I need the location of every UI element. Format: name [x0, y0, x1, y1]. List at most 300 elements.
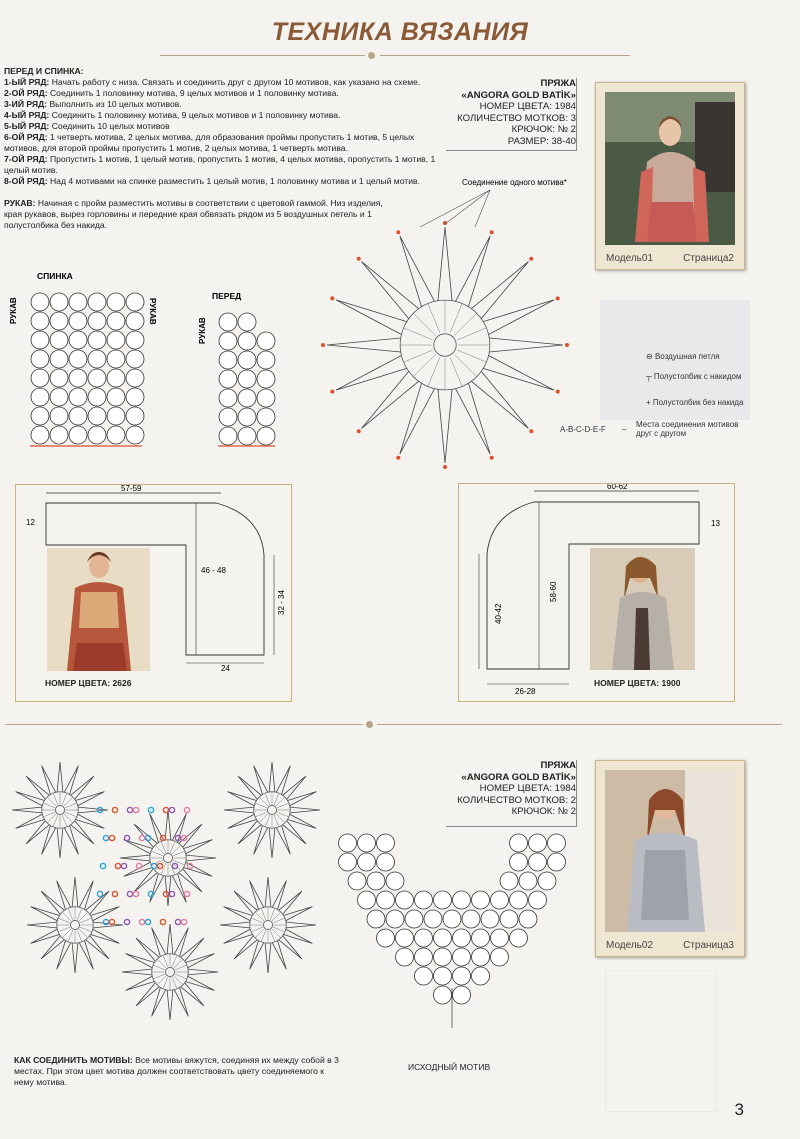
small-motif-spoke: [80, 918, 92, 923]
motif-circle: [238, 351, 256, 369]
motif-circle: [219, 389, 237, 407]
motif-circle: [396, 929, 414, 947]
motif-circle: [126, 331, 144, 349]
small-motif-center: [163, 853, 172, 862]
small-motif-petal: [186, 954, 215, 968]
motif-circle: [69, 369, 87, 387]
small-motif-petal: [124, 862, 153, 876]
join-point: [529, 429, 533, 433]
page-title: ТЕХНИКА ВЯЗАНИЯ: [271, 18, 529, 46]
section-ornament: [366, 721, 373, 728]
big-motif-spoke: [413, 355, 435, 377]
motif-circle: [31, 388, 49, 406]
small-motif-petal: [174, 928, 188, 957]
motif-circle: [519, 872, 537, 890]
small-motif-spoke: [265, 793, 270, 805]
small-motif-center: [70, 920, 79, 929]
small-motif-petal: [288, 814, 317, 828]
small-motif-spoke: [62, 815, 67, 827]
motif-circle: [405, 910, 423, 928]
small-motif-petal: [72, 877, 78, 907]
motif-circle: [50, 369, 68, 387]
join-point: [321, 343, 325, 347]
join-chain: [145, 835, 150, 840]
big-motif-spoke: [404, 328, 433, 340]
source-motif-label: ИСХОДНЫЙ МОТИВ: [408, 1062, 491, 1072]
join-chain: [181, 835, 186, 840]
big-motif-petal: [483, 355, 554, 390]
small-motif-spoke: [68, 930, 73, 942]
join-point: [490, 456, 494, 460]
join-point: [556, 390, 560, 394]
small-motif-petal: [79, 941, 93, 970]
big-motif-spoke: [450, 304, 462, 333]
color-note-left: НОМЕР ЦВЕТА: 2626: [45, 678, 132, 688]
small-motif-petal: [272, 881, 286, 910]
small-motif-petal: [78, 807, 108, 813]
motif-circle: [219, 332, 237, 350]
motif-circle: [510, 853, 528, 871]
motif-circle: [238, 427, 256, 445]
motif-circle: [88, 388, 106, 406]
small-motif-spoke: [173, 851, 185, 856]
join-chain: [139, 919, 144, 924]
motif-circle: [69, 312, 87, 330]
motif-circle: [126, 426, 144, 444]
small-motif-petal: [167, 990, 173, 1020]
motif-circle: [462, 910, 480, 928]
legend-hdc: ┬ Полустолбик с накидом: [646, 372, 742, 381]
join-chain: [139, 835, 144, 840]
small-motif-petal: [31, 929, 60, 943]
motif-circle: [529, 853, 547, 871]
small-motif-spoke: [255, 912, 264, 921]
motif-circle: [107, 331, 125, 349]
join-point: [556, 296, 560, 300]
big-motif-petal: [455, 383, 490, 454]
small-motif-petal: [276, 826, 290, 855]
motif-circle: [50, 426, 68, 444]
motif-diagram: [300, 172, 590, 492]
small-motif-spoke: [153, 974, 165, 979]
small-motif-spoke: [80, 927, 92, 932]
instruction-row: 2-ОЙ РЯД: Соединить 1 половинку мотива, 9 целых мотивов и 1 половинку мотива.: [4, 88, 339, 98]
sleeve-side-label: РУКАВ: [198, 317, 207, 344]
join-chain: [103, 919, 108, 924]
small-motif-spoke: [47, 797, 56, 806]
small-motif-spoke: [58, 927, 70, 932]
small-motif-spoke: [274, 793, 279, 805]
motif-circle: [88, 350, 106, 368]
instruction-row: 7-ОЙ РЯД: Пропустить 1 мотив, 1 целый мотив, пропустить 1 мотив, 4 целых мотива, пропустить 1 мотив, 1 целый мотив.: [4, 154, 436, 175]
join-point: [330, 296, 334, 300]
small-motif-petal: [250, 881, 264, 910]
motif-circle: [69, 388, 87, 406]
small-motif-petal: [276, 766, 290, 795]
color-note-right: НОМЕР ЦВЕТА: 1900: [594, 678, 681, 688]
join-chain: [145, 919, 150, 924]
join-chain: [112, 807, 117, 812]
motif-circle: [434, 967, 452, 985]
small-motif-spoke: [65, 803, 77, 808]
motif-circle: [126, 293, 144, 311]
motif-circle: [453, 929, 471, 947]
join-chain: [100, 863, 105, 868]
motif-circle: [88, 369, 106, 387]
join-chain: [133, 807, 138, 812]
join-chain: [127, 807, 132, 812]
small-motif-spoke: [65, 812, 77, 817]
motif-circle: [510, 891, 528, 909]
big-motif-spoke: [457, 350, 486, 362]
motif-circle: [443, 910, 461, 928]
motif-circle: [415, 967, 433, 985]
motif-circle: [424, 910, 442, 928]
motif-circle: [31, 312, 49, 330]
big-motif-petal: [455, 236, 490, 307]
motif-circle: [219, 370, 237, 388]
small-motif-center: [263, 920, 272, 929]
small-motif-petal: [186, 976, 215, 990]
caption-leader: [420, 190, 490, 227]
small-motif-spoke: [172, 845, 181, 854]
motif-circle: [529, 891, 547, 909]
title-rule-left: [160, 55, 365, 56]
yarn-info-2: ПРЯЖА «ANGORA GOLD BATİK» НОМЕР ЦВЕТА: 1984 КОЛИЧЕСТВО МОТКОВ: 2 КРЮЧОК: № 2: [457, 760, 576, 817]
small-motif-spoke: [155, 845, 164, 854]
motif-circle: [88, 331, 106, 349]
motif-circle: [31, 426, 49, 444]
motif-circle: [238, 370, 256, 388]
svg-text:60-62: 60-62: [607, 484, 628, 491]
motif-circle: [491, 891, 509, 909]
motif-circle: [548, 853, 566, 871]
svg-text:46 - 48: 46 - 48: [201, 566, 226, 575]
front-label: ПЕРЕД: [212, 291, 242, 301]
motif-circle: [219, 427, 237, 445]
sleeve-instructions: РУКАВ: Начиная с пройм разместить мотивы в соответствии с цветовой гаммой. Низ изделия, края рукавов, вырез горловины и передние края обвязать рядом из 5 воздушных петель и 1 полустолбика без накида.: [4, 198, 383, 230]
motif-circle: [88, 407, 106, 425]
small-motif-spoke: [153, 965, 165, 970]
motif-circle: [219, 313, 237, 331]
motif-circle: [453, 891, 471, 909]
svg-text:58-60: 58-60: [549, 581, 558, 602]
join-chain: [121, 863, 126, 868]
motif-circle: [69, 407, 87, 425]
motif-circle: [386, 910, 404, 928]
motif-circle: [219, 408, 237, 426]
join-chain: [181, 919, 186, 924]
small-motif-spoke: [270, 908, 275, 920]
small-motif-petal: [57, 881, 71, 910]
legend-joins: Места соединения мотивов друг с другом: [636, 420, 739, 438]
join-chain: [148, 807, 153, 812]
yarn-divider: [576, 760, 577, 827]
instructions-heading: ПЕРЕД И СПИНКА:: [4, 66, 84, 76]
motif-circle: [31, 293, 49, 311]
small-motif-petal: [284, 929, 313, 943]
big-motif-petal: [438, 227, 452, 301]
small-motif-spoke: [259, 797, 268, 806]
join-chain: [97, 807, 102, 812]
motif-circle: [126, 388, 144, 406]
how-to-join: КАК СОЕДИНИТЬ МОТИВЫ: Все мотивы вяжутся, соединяя их между собой в 3 местах. При этом цвет мотива должен соответствовать цвету соединяемого к нему мотива.: [14, 1055, 339, 1087]
svg-text:32 - 34: 32 - 34: [277, 590, 286, 615]
model-photo-2: [605, 770, 735, 932]
motif-circle: [31, 350, 49, 368]
svg-text:26-28: 26-28: [515, 687, 536, 696]
motif-circle: [339, 834, 357, 852]
motif-circle: [126, 407, 144, 425]
motif-circle: [107, 407, 125, 425]
motif-circle: [491, 929, 509, 947]
big-motif-petal: [438, 389, 452, 463]
small-motif-spoke: [173, 860, 185, 865]
big-motif-spoke: [428, 357, 440, 386]
join-chain: [160, 835, 165, 840]
join-chain: [97, 891, 102, 896]
small-motif-spoke: [172, 977, 177, 989]
back-label: СПИНКА: [37, 271, 73, 281]
small-motif-spoke: [68, 908, 73, 920]
motif-circle: [377, 853, 395, 871]
big-motif-petal: [400, 383, 435, 454]
small-motif-petal: [57, 941, 71, 970]
svg-text:24: 24: [221, 664, 230, 673]
title-rule-ornament: [368, 52, 375, 59]
motif-join-caption: Соединение одного мотива*: [462, 178, 567, 187]
small-motif-spoke: [163, 955, 168, 967]
instruction-row: 8-ОЙ РЯД: Над 4 мотивами на спинке разместить 1 целый мотив, 1 половинку мотива и 1 целый мотив.: [4, 176, 420, 186]
motif-circle: [31, 331, 49, 349]
small-motif-petal: [224, 929, 253, 943]
small-motif-petal: [167, 924, 173, 954]
join-chain: [115, 863, 120, 868]
motif-circle: [472, 967, 490, 985]
small-motif-spoke: [174, 959, 183, 968]
small-motif-petal: [120, 855, 150, 861]
small-motif-spoke: [58, 918, 70, 923]
model-photo-1900: [590, 548, 695, 670]
back-front-schematic: [0, 262, 300, 462]
big-motif-spoke: [450, 357, 462, 386]
small-motif-petal: [172, 874, 186, 903]
join-chain: [109, 835, 114, 840]
motif-circle: [358, 853, 376, 871]
back-grid: [30, 293, 144, 446]
motif-circle: [500, 910, 518, 928]
page-label: Страница3: [683, 940, 734, 951]
small-motif-petal: [165, 810, 171, 840]
join-point: [357, 257, 361, 261]
join-chain: [133, 891, 138, 896]
yarn-divider: [576, 78, 577, 151]
motif-circle: [50, 350, 68, 368]
small-motif-petal: [228, 792, 257, 806]
join-chain: [169, 807, 174, 812]
motif-circle: [434, 948, 452, 966]
front-grid: [218, 313, 275, 446]
page-number: 3: [734, 1100, 744, 1119]
join-chain: [112, 891, 117, 896]
small-motif-petal: [265, 877, 271, 907]
motif-circle: [472, 929, 490, 947]
motif-circle: [219, 351, 237, 369]
motif-circle: [69, 426, 87, 444]
small-motif-petal: [286, 922, 316, 928]
motif-circle: [69, 331, 87, 349]
big-motif-petal: [400, 236, 435, 307]
motif-circle: [238, 313, 256, 331]
small-motif-petal: [57, 828, 63, 858]
join-chain: [148, 891, 153, 896]
small-motif-spoke: [79, 912, 88, 921]
joined-motifs-diagram: [0, 750, 335, 1030]
small-motif-spoke: [273, 927, 285, 932]
motif-circle: [367, 872, 385, 890]
small-motif-petal: [174, 988, 188, 1017]
join-point: [357, 429, 361, 433]
big-motif-spoke: [413, 313, 435, 335]
motif-circle: [107, 426, 125, 444]
motif-circle: [396, 948, 414, 966]
join-point: [529, 257, 533, 261]
motif-circle: [339, 853, 357, 871]
motif-circle: [257, 351, 275, 369]
small-motif-spoke: [172, 955, 177, 967]
svg-text:12: 12: [26, 518, 35, 527]
small-motif-spoke: [43, 812, 55, 817]
small-motif-petal: [124, 840, 153, 854]
join-chain: [127, 891, 132, 896]
big-motif-petal: [483, 300, 554, 335]
motif-circle: [481, 910, 499, 928]
motif-circle: [377, 891, 395, 909]
small-motif-petal: [184, 840, 213, 854]
section-rule: [377, 724, 782, 725]
small-motif-spoke: [276, 814, 285, 823]
faded-schematic: [605, 970, 717, 1112]
motif-circle: [257, 389, 275, 407]
svg-text:57-59: 57-59: [121, 485, 142, 493]
small-motif-petal: [254, 766, 268, 795]
small-motif-spoke: [62, 793, 67, 805]
small-motif-petal: [16, 792, 45, 806]
small-motif-spoke: [273, 918, 285, 923]
motif-circle: [107, 350, 125, 368]
motif-circle: [358, 891, 376, 909]
small-motif-petal: [250, 941, 264, 970]
small-motif-petal: [57, 762, 63, 792]
motif-circle: [257, 427, 275, 445]
motif-circle: [107, 369, 125, 387]
small-motif-spoke: [274, 815, 279, 827]
title-rule-right: [380, 55, 630, 56]
motif-circle: [472, 948, 490, 966]
motif-circle: [238, 408, 256, 426]
join-point: [330, 390, 334, 394]
small-motif-petal: [150, 874, 164, 903]
motif-circle: [500, 872, 518, 890]
small-motif-petal: [126, 954, 155, 968]
small-motif-petal: [224, 807, 254, 813]
small-motif-spoke: [79, 929, 88, 938]
small-motif-petal: [12, 807, 42, 813]
small-motif-petal: [288, 792, 317, 806]
motif-circle: [358, 834, 376, 852]
v-grid: [339, 834, 566, 1004]
small-motif-spoke: [277, 812, 289, 817]
small-motif-petal: [76, 792, 105, 806]
motif-circle: [415, 929, 433, 947]
motif-circle: [510, 929, 528, 947]
small-motif-spoke: [157, 976, 166, 985]
join-point: [490, 230, 494, 234]
big-motif-petal: [327, 338, 401, 352]
small-motif-spoke: [64, 814, 73, 823]
small-motif-petal: [228, 814, 257, 828]
small-motif-petal: [150, 814, 164, 843]
big-motif-petal: [336, 355, 407, 390]
motif-circle: [377, 929, 395, 947]
section-rule: [5, 724, 363, 725]
legend-sc: + Полустолбик без накида: [646, 398, 744, 407]
motif-circle: [69, 350, 87, 368]
motif-circle: [50, 388, 68, 406]
small-motif-petal: [186, 855, 216, 861]
big-motif-spoke: [455, 313, 477, 335]
small-motif-petal: [42, 826, 56, 855]
join-chain: [151, 863, 156, 868]
small-motif-petal: [27, 922, 57, 928]
motif-circle: [453, 986, 471, 1004]
big-motif-spoke: [404, 350, 433, 362]
motif-circle: [50, 312, 68, 330]
join-point: [396, 456, 400, 460]
joined-motifs: [12, 762, 320, 1020]
join-chain: [160, 919, 165, 924]
small-motif-petal: [16, 814, 45, 828]
small-motif-spoke: [62, 929, 71, 938]
model-card-2[interactable]: [595, 760, 745, 957]
small-motif-spoke: [276, 797, 285, 806]
join-chain: [175, 919, 180, 924]
motif-circle: [396, 891, 414, 909]
motif-circle: [88, 293, 106, 311]
model-card-1[interactable]: [595, 82, 745, 270]
small-motif-spoke: [272, 912, 281, 921]
small-motif-petal: [64, 766, 78, 795]
small-motif-petal: [79, 881, 93, 910]
join-chain: [169, 891, 174, 896]
small-motif-spoke: [175, 965, 187, 970]
small-motif-petal: [152, 988, 166, 1017]
motif-circle: [415, 891, 433, 909]
small-motif-petal: [284, 907, 313, 921]
small-motif-petal: [220, 922, 250, 928]
legend-joins-letters: A-B-C-D-E-F: [560, 425, 606, 434]
small-motif-spoke: [255, 929, 264, 938]
small-motif-spoke: [270, 930, 275, 942]
big-motif-spoke: [428, 304, 440, 333]
model-photo-1: [605, 92, 735, 245]
small-motif-spoke: [64, 797, 73, 806]
small-motif-spoke: [77, 908, 82, 920]
instruction-row: 4-ЫЙ РЯД: Соединить 1 половинку мотива, 9 целых мотивов и 1 половинку мотива.: [4, 110, 341, 120]
join-chain: [124, 835, 129, 840]
join-point: [443, 465, 447, 469]
motif-circle: [415, 948, 433, 966]
